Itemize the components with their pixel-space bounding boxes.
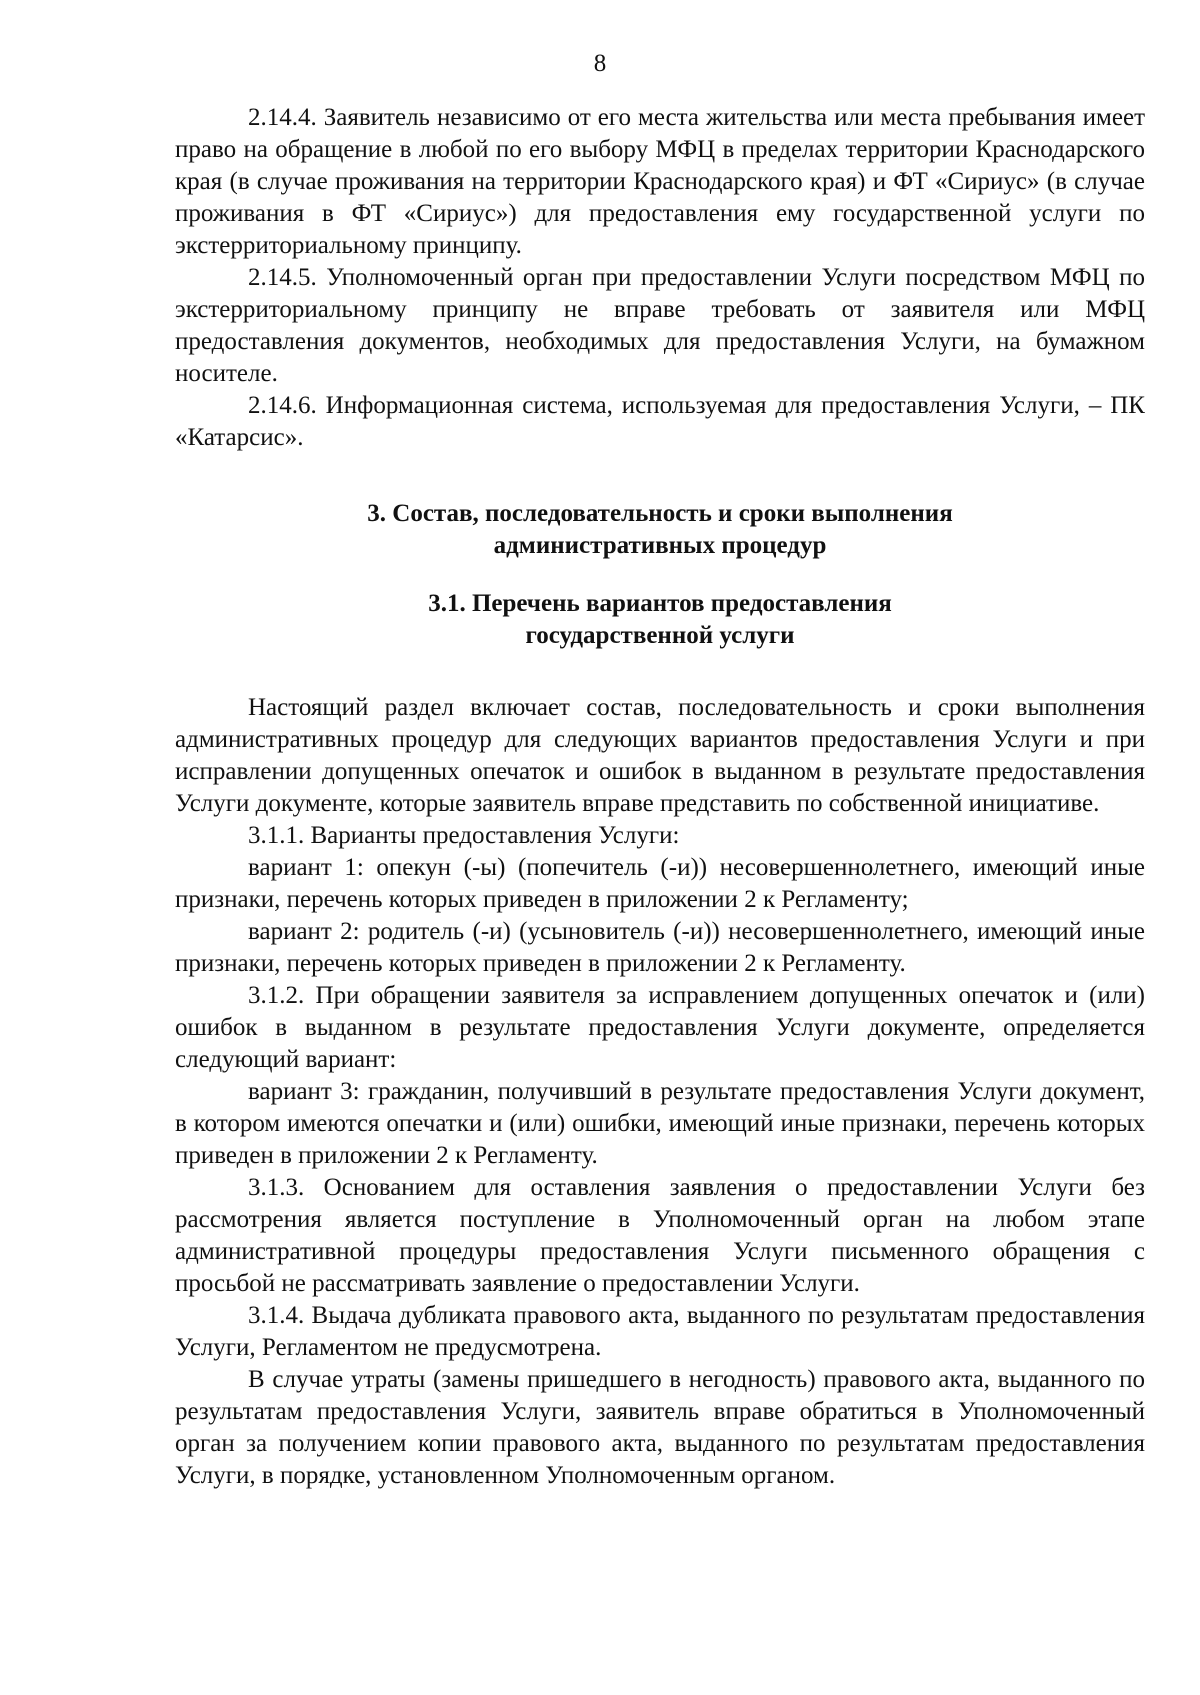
paragraph-variant-3: вариант 3: гражданин, получивший в результате предоставления Услуги документ, в котором имеются опечатки и (или) ошибки, имеющий иные признаки, перечень которых приведен в приложении 2 к Регламенту. (175, 1078, 1145, 1169)
paragraph-2-14-6: 2.14.6. Информационная система, используемая для предоставления Услуги, – ПК «Катарсис». (175, 392, 1145, 451)
section-3-heading-line2: административных процедур (493, 532, 827, 559)
paragraph-3-1-4: 3.1.4. Выдача дубликата правового акта, выданного по результатам предоставления Услуги, Регламентом не предусмотрена. (175, 1302, 1145, 1361)
page-content (175, 102, 1145, 1492)
paragraph-loss-case: В случае утраты (замены пришедшего в негодность) правового акта, выданного по результатам предоставления Услуги, заявитель вправе обратиться в Уполномоченный орган за получением копии правового акта, выданного по результатам предоставления Услуги, в порядке, установленном Уполномоченным органом. (175, 1366, 1145, 1489)
paragraph-2-14-4: 2.14.4. Заявитель независимо от его места жительства или места пребывания имеет право на обращение в любой по его выбору МФЦ в пределах территории Краснодарского края (в случае проживания на территории Краснодарского края) и ФТ «Сириус» (в случае проживания в ФТ «Сириус») для предоставления ему государственной услуги по экстерриториальному принципу. (175, 104, 1145, 259)
paragraph-variant-1: вариант 1: опекун (-ы) (попечитель (-и)) несовершеннолетнего, имеющий иные признаки, перечень которых приведен в приложении 2 к Регламенту; (175, 854, 1145, 913)
paragraph-2-14-5: 2.14.5. Уполномоченный орган при предоставлении Услуги посредством МФЦ по экстерриториальному принципу не вправе требовать от заявителя или МФЦ предоставления документов, необходимых для предоставления Услуги, на бумажном носителе. (175, 264, 1145, 387)
section-3-1-heading-line2: государственной услуги (525, 622, 795, 649)
page-number: 8 (593, 50, 607, 77)
paragraph-variant-2: вариант 2: родитель (-и) (усыновитель (-и)) несовершеннолетнего, имеющий иные признаки, перечень которых приведен в приложении 2 к Регламенту. (175, 918, 1145, 977)
paragraph-3-1-1: 3.1.1. Варианты предоставления Услуги: (248, 822, 680, 849)
paragraph-3-1-3: 3.1.3. Основанием для оставления заявления о предоставлении Услуги без рассмотрения является поступление в Уполномоченный орган на любом этапе административной процедуры предоставления Услуги письменного обращения с просьбой не рассматривать заявление о предоставлении Услуги. (175, 1174, 1145, 1297)
section-3-heading (175, 498, 1145, 562)
section-3-1-heading (175, 588, 1145, 652)
paragraph-3-1-2: 3.1.2. При обращении заявителя за исправлением допущенных опечаток и (или) ошибок в выданном в результате предоставления Услуги документе, определяется следующий вариант: (175, 982, 1145, 1073)
section-3-heading-line1: 3. Состав, последовательность и сроки выполнения (367, 500, 953, 527)
paragraph-3-1-intro: Настоящий раздел включает состав, последовательность и сроки выполнения административных процедур для следующих вариантов предоставления Услуги и при исправлении допущенных опечаток и ошибок в выданном в результате предоставления Услуги документе, которые заявитель вправе представить по собственной инициативе. (175, 694, 1145, 817)
section-3-1-heading-line1: 3.1. Перечень вариантов предоставления (428, 590, 892, 617)
